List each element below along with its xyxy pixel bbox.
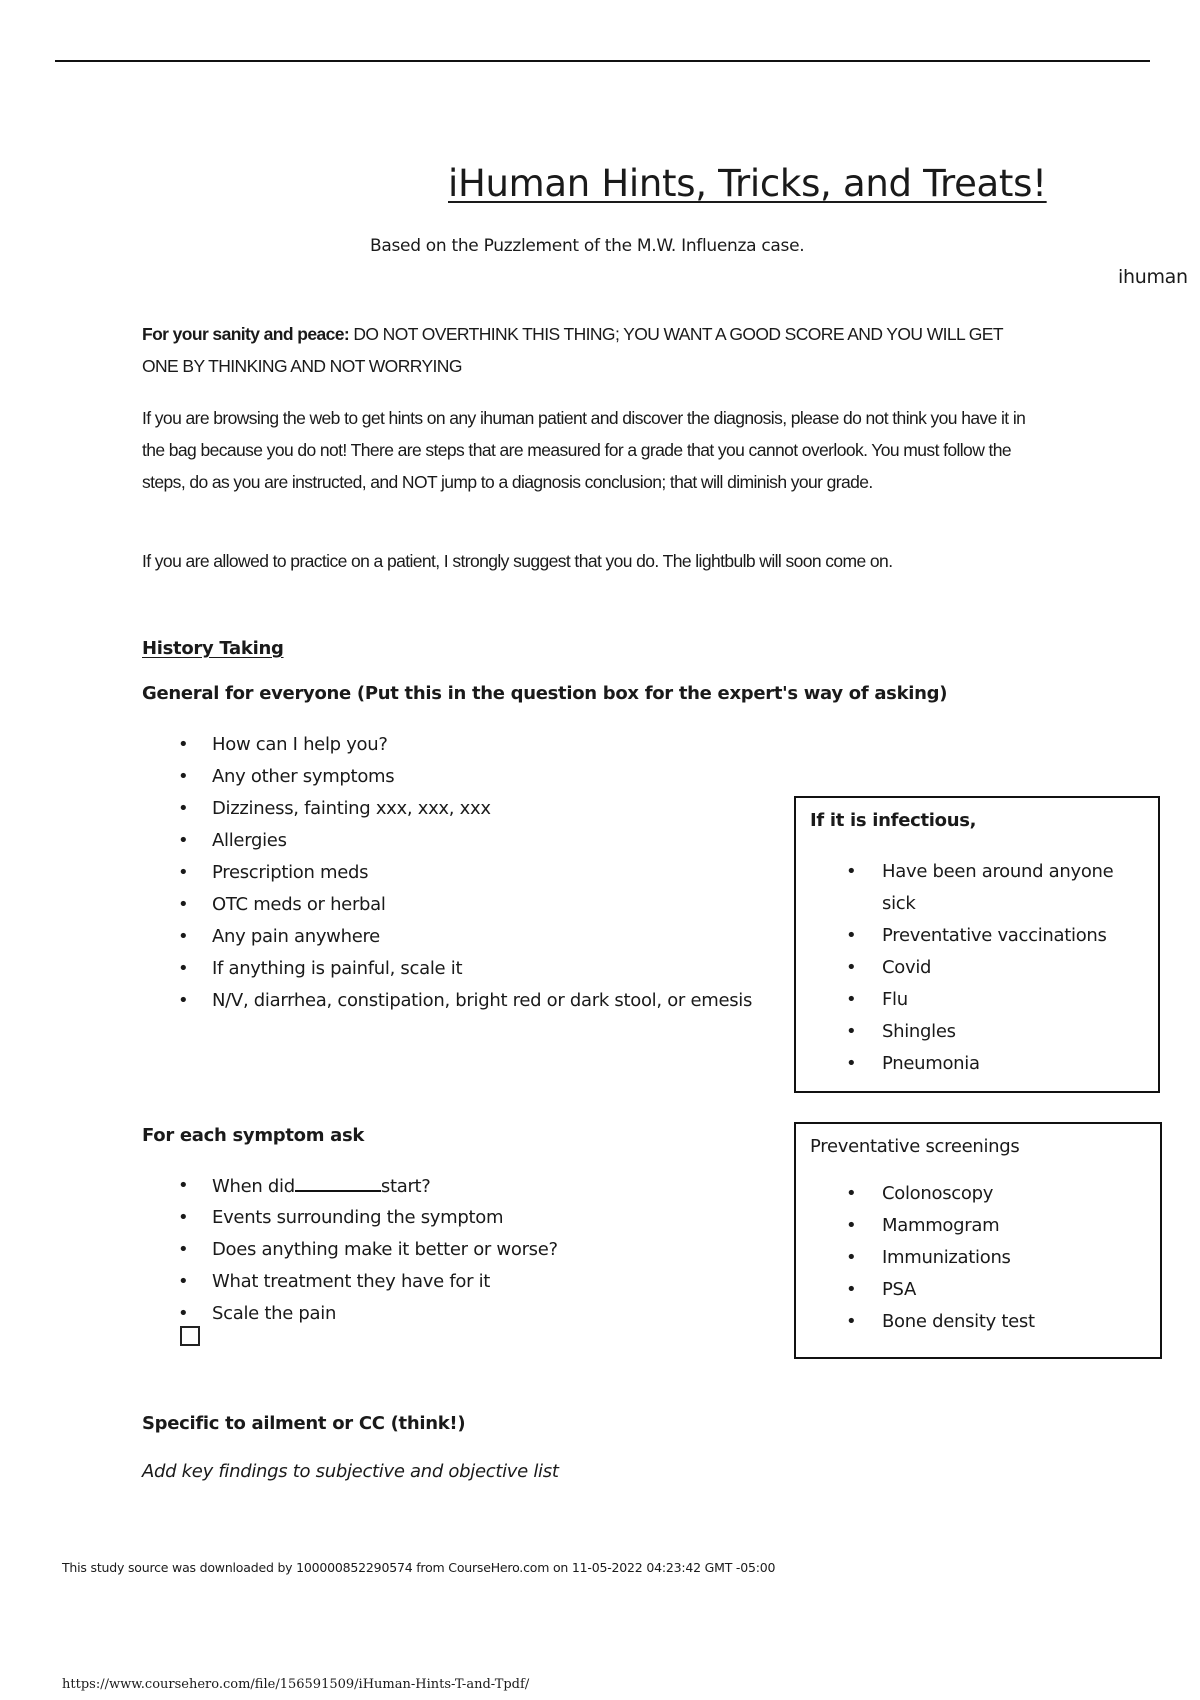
list-item: • Have been around anyone sick [846, 856, 1126, 920]
list-item: • Colonoscopy [846, 1178, 1126, 1210]
list-item: • Covid [846, 952, 1126, 984]
symptom-first-prefix: When did [212, 1176, 295, 1197]
symptom-list [178, 1170, 558, 1330]
list-item: • N/V, diarrhea, constipation, bright red or dark stool, or emesis [178, 985, 752, 1017]
list-item: • Immunizations [846, 1242, 1126, 1274]
sanity-text: DO NOT OVERTHINK THIS THING; YOU WANT A GOOD SCORE AND YOU WILL GET ONE BY THINKING AND NOT WORRYING [142, 324, 1003, 376]
list-item: • Any pain anywhere [178, 921, 752, 953]
corner-tag: ihuman [1118, 266, 1188, 288]
general-list [178, 729, 752, 1017]
top-rule [55, 60, 1150, 62]
screenings-box-title: Preventative screenings [810, 1136, 1020, 1157]
list-item: • Events surrounding the symptom [178, 1202, 558, 1234]
screenings-box [794, 1122, 1162, 1359]
empty-checkbox-icon [180, 1326, 200, 1346]
symptom-first-suffix: start? [380, 1176, 431, 1197]
list-item [178, 1170, 558, 1202]
practice-paragraph: If you are allowed to practice on a patient, I strongly suggest that you do. The lightbulb will soon come on. [142, 551, 893, 571]
list-item: • Dizziness, fainting xxx, xxx, xxx [178, 793, 752, 825]
download-note: This study source was downloaded by 100000852290574 from CourseHero.com on 11-05-2022 04:23:42 GMT -05:00 [62, 1560, 776, 1575]
page-subtitle: Based on the Puzzlement of the M.W. Influenza case. [370, 236, 805, 256]
list-item: • Does anything make it better or worse? [178, 1234, 558, 1266]
source-url: https://www.coursehero.com/file/156591509/iHuman-Hints-T-and-Tpdf/ [62, 1677, 530, 1692]
list-item: • Flu [846, 984, 1126, 1016]
list-item: • Allergies [178, 825, 752, 857]
infectious-box-title: If it is infectious, [810, 810, 977, 831]
list-item: • Pneumonia [846, 1048, 1126, 1080]
sanity-lead: For your sanity and peace: [142, 324, 350, 344]
list-item: • Any other symptoms [178, 761, 752, 793]
list-item: • PSA [846, 1274, 1126, 1306]
browsing-paragraph: If you are browsing the web to get hints on any ihuman patient and discover the diagnosis, please do not think you have it in the bag because you do not! There are steps that are measured for a grade that you cannot overlook. You must follow the steps, do as you are instructed, and NOT jump to a diagnosis conclusion; that will diminish your grade. [142, 408, 1026, 492]
specific-note: Add key findings to subjective and objective list [142, 1461, 559, 1482]
infectious-box [794, 796, 1160, 1093]
general-heading: General for everyone (Put this in the question box for the expert's way of asking) [142, 683, 948, 704]
sanity-paragraph [142, 318, 1042, 382]
specific-heading: Specific to ailment or CC (think!) [142, 1413, 466, 1434]
list-item: • Scale the pain [178, 1298, 558, 1330]
symptom-heading: For each symptom ask [142, 1125, 365, 1146]
list-item: • Preventative vaccinations [846, 920, 1126, 952]
list-item: • How can I help you? [178, 729, 752, 761]
list-item: • Mammogram [846, 1210, 1126, 1242]
list-item: • OTC meds or herbal [178, 889, 752, 921]
list-item: • Shingles [846, 1016, 1126, 1048]
fill-in-blank [295, 1170, 381, 1192]
infectious-list [846, 856, 1126, 1080]
history-taking-heading: History Taking [142, 638, 284, 659]
list-item: • What treatment they have for it [178, 1266, 558, 1298]
list-item: • Prescription meds [178, 857, 752, 889]
list-item: • If anything is painful, scale it [178, 953, 752, 985]
screenings-list [846, 1178, 1126, 1338]
list-item: • Bone density test [846, 1306, 1126, 1338]
page-title: iHuman Hints, Tricks, and Treats! [448, 162, 1047, 205]
